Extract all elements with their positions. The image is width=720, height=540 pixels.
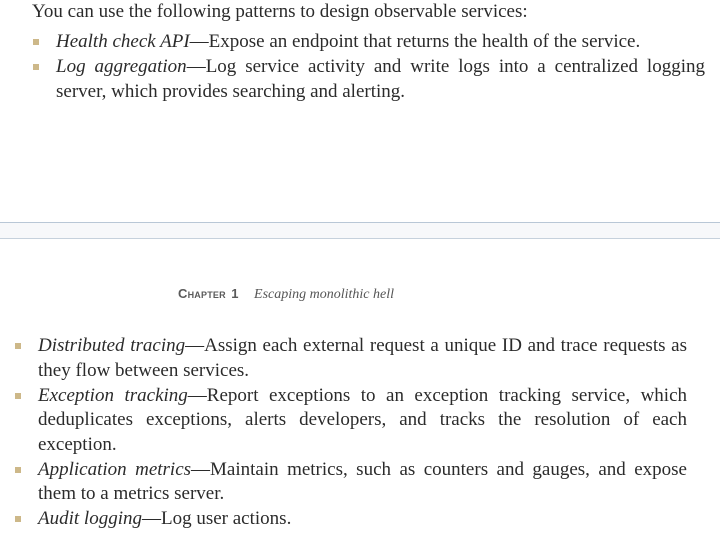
square-bullet-icon	[33, 64, 39, 70]
chapter-title: Escaping monolithic hell	[254, 287, 395, 302]
pattern-description: —Expose an endpoint that returns the health of the service.	[189, 31, 641, 52]
square-bullet-icon	[33, 39, 39, 45]
square-bullet-icon	[15, 343, 21, 349]
bottom-bullet-list	[15, 334, 687, 532]
list-item	[15, 458, 687, 507]
square-bullet-icon	[15, 516, 21, 522]
pattern-description: —Log user actions.	[141, 508, 292, 529]
pattern-term: Audit logging	[38, 508, 142, 529]
pattern-term: Distributed tracing	[38, 335, 186, 356]
chapter-number: 1	[231, 286, 239, 301]
list-item	[15, 507, 687, 532]
pattern-term: Application metrics	[38, 458, 192, 480]
pattern-term: Log aggregation	[56, 56, 187, 77]
intro-paragraph: You can use the following patterns to design observable services:	[32, 1, 528, 22]
running-header	[178, 286, 394, 303]
top-bullet-list	[33, 30, 705, 105]
pattern-description: —Maintain metrics, such as counters and gauges, and expose them to a metrics server.	[38, 458, 687, 504]
page-divider	[0, 222, 720, 239]
list-item	[15, 384, 687, 458]
list-item	[33, 30, 705, 55]
pattern-description: —Log service activity and write logs into a centralized logging server, which provides searching and alerting.	[56, 56, 705, 102]
pattern-term: Health check API	[56, 31, 190, 52]
pattern-term: Exception tracking	[38, 384, 188, 406]
pattern-description: —Assign each external request a unique ID and trace requests as they flow between services.	[38, 335, 687, 381]
square-bullet-icon	[15, 393, 21, 399]
list-item	[15, 334, 687, 383]
chapter-label: Chapter	[178, 286, 226, 301]
list-item	[33, 55, 705, 104]
square-bullet-icon	[15, 467, 21, 473]
pattern-description: —Report exceptions to an exception tracking service, which deduplicates exceptions, alerts developers, and tracks the resolution of each exception.	[38, 384, 688, 455]
